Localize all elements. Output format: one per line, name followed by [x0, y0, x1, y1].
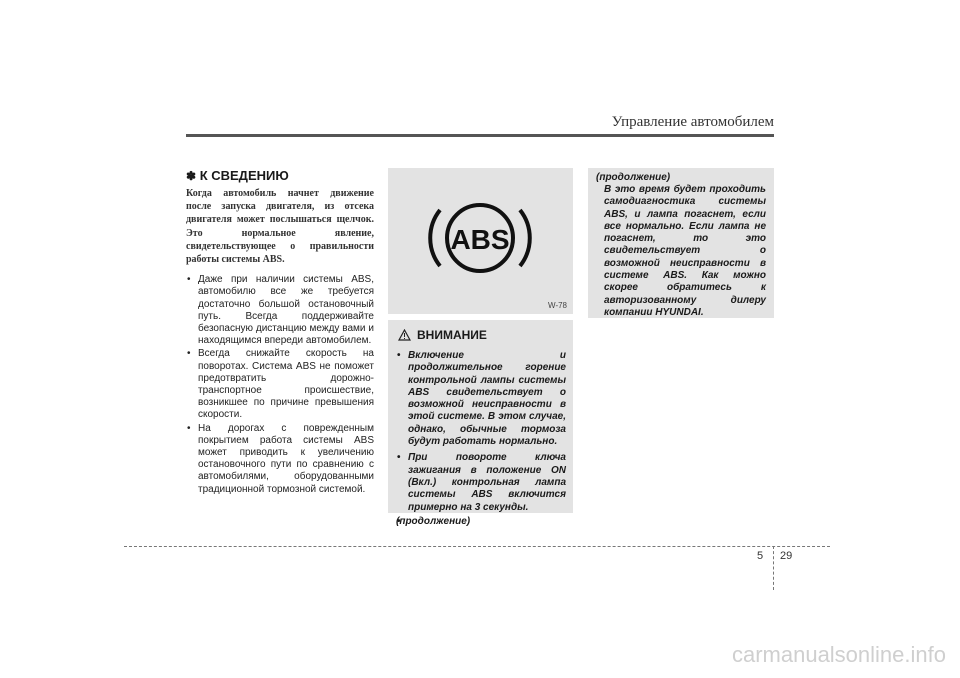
notice-heading [186, 168, 374, 183]
header-rule [186, 134, 774, 137]
list-item: • При повороте ключа зажигания в положение ON (Вкл.) контрольная лампа системы ABS включится примерно на 3 секунды. [396, 452, 566, 513]
list-item: • Даже при наличии системы ABS, автомобилю все же требуется достаточно большой остановочный путь. Всегда поддерживайте безопасную дистанцию между вами и находящимся впереди автомобилем. [186, 274, 374, 347]
warning-bullet-list [396, 350, 566, 532]
watermark: carmanualsonline.info [731, 642, 946, 667]
list-item: • Всегда снижайте скорость на поворотах. Система ABS не поможет предотвратить дорожно-транспортное происшествие, возникшее по причине превышения скорости. [186, 348, 374, 421]
page-number: 29 [780, 550, 793, 562]
notice-column [186, 168, 374, 497]
notice-bullet-list [186, 274, 374, 496]
footer-divider [773, 546, 774, 590]
list-item: • Включение и продолжительное горение контрольной лампы системы ABS свидетельствует о возможной неисправности в этой системе. В этом случае, однако, обычные тормоза будут работать нормально. [396, 350, 566, 448]
continuation-label: (продолжение) [596, 172, 671, 183]
continuation-box [588, 168, 774, 318]
notice-body: Когда автомобиль начнет движение после запуска двигателя, из отсека двигателя может послышаться щелчок. Это нормальное явление, свидетельствующее о правильности работы системы ABS. [186, 188, 374, 266]
continuation-text: В это время будет проходить самодиагностика системы ABS, и лампа погаснет, если все нормально. Если лампа не погаснет, то это свидетельствует о возможной неисправности в системе ABS. Как можно скорее обратитесь к авторизованному дилеру компании HYUNDAI. [604, 184, 766, 318]
figure-code: W-78 [548, 301, 567, 310]
page-header-title: Управление автомобилем [611, 114, 774, 130]
section-number: 5 [757, 550, 764, 562]
list-item: • На дорогах с поврежденным покрытием работа системы ABS может приводить к увеличению остановочного пути по сравнению с автомобилями, оборудованными традиционной тормозной системой. [186, 423, 374, 496]
asterisk-icon: ✽ [186, 169, 197, 183]
notice-heading-text: К СВЕДЕНИЮ [199, 168, 289, 183]
warning-heading [398, 328, 487, 342]
warning-box [388, 320, 573, 527]
warning-continued: • (продолжение) [396, 516, 566, 528]
warning-triangle-icon [398, 329, 411, 341]
abs-indicator-figure [388, 168, 573, 314]
footer-rule [124, 546, 830, 547]
warning-heading-text: ВНИМАНИЕ [417, 328, 487, 342]
abs-warning-lamp-icon [424, 188, 536, 288]
abs-lamp-label: ABS [450, 224, 510, 255]
